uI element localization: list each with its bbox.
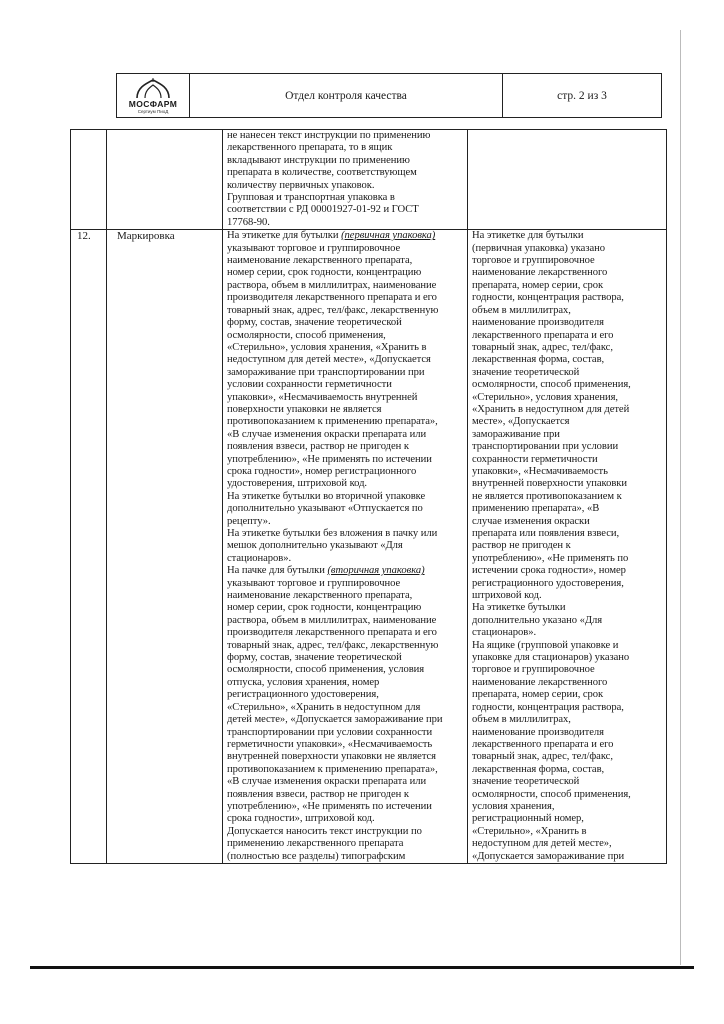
logo-subtitle: Сертиум ПиоД — [137, 108, 169, 114]
req-primary-pack: (первичная упаковка) — [341, 230, 436, 242]
table-row-continuation — [71, 130, 667, 230]
page-header — [116, 73, 662, 118]
req-secondary-pack: (вторичная упаковка) — [327, 565, 425, 577]
cell-requirement-marking — [223, 230, 468, 864]
scan-bottom-bar — [30, 966, 694, 969]
row-name: Маркировка — [117, 230, 175, 243]
requirement-text-marking — [223, 230, 467, 863]
value-text-marking: На этикетке для бутылки (первичная упаковка) указано торговое и группировочное наименование лекарственного препарата, номер серии, срок годности, концентрация раствора, объем в миллилитрах, наименование производителя лекарственного препарата и его товарный знак, адрес, тел/факс, лекарственная форма, состав, значение теоретической осмолярности, способ применения, «Стерильно», условия хранения, «Хранить в недоступном для детей месте», «Допускается замораживание при транспортировании при условии сохранности герметичности упаковки», «Несмачиваемость внутренней поверхности упаковки не является противопоказанием к применению препарата», «В случае изменения окраски препарата или появления взвеси, раствор не пригоден к употреблению», «Не применять по истечении срока годности», номер регистрационного удостоверения, штриховой код. На этикетке бутылки дополнительно указано «Для стационаров». На ящике (групповой упаковке и упаковке для стационаров) указано торговое и группировочное наименование лекарственного препарата, номер серии, срок годности, концентрация раствора, объем в миллилитрах, наименование производителя лекарственного препарата и его товарный знак, адрес, тел/факс, лекарственная форма, состав, значение теоретической осмолярности, способ применения, условия хранения, регистрационный номер, «Стерильно», «Хранить в недоступном для детей месте», «Допускается замораживание при — [472, 230, 631, 862]
specification-table — [70, 129, 667, 864]
req-part-2: указывают торговое и группировочное наименование лекарственного препарата, номер серии, срок годности, концентрацию раствора, объем в миллилитрах, наименование производителя лекарственного препарата и его товарный знак, адрес, тел/факс, лекарственную форму, состав, значение теоретической осмолярности, способ применения, условия отпуска, условия хранения, номер регистрационного удостоверения, «Стерильно», «Хранить в недоступном для детей месте», «Допускается замораживание при транспортировании при условии сохранности герметичности упаковки», «Несмачиваемость внутренней поверхности упаковки не является противопоказанием к применению препарата», «В случае изменения окраски препарата или появления взвеси, раствор не пригоден к употреблению», «Не применять по истечении срока годности», штриховой код. Допускается наносить текст инструкции по применению лекарственного препарата (полностью все разделы) типографским — [227, 577, 443, 862]
req-part-1: указывают торговое и группировочное наименование лекарственного препарата, номер серии, срок годности, концентрацию раствора, объем в миллилитрах, наименование производителя лекарственного препарата и его товарный знак, адрес, тел/факс, лекарственную форму, состав, значение теоретической осмолярности, способ применения, «Стерильно», условия хранения, «Хранить в недоступном для детей месте», «Допускается замораживание при транспортировании при условии сохранности герметичности упаковки», «Несмачиваемость внутренней поверхности упаковки не является противопоказанием к применению препарата», «В случае изменения окраски препарата или появления взвеси, раствор не пригоден к употреблению», «Не применять по истечении срока годности», номер регистрационного удостоверения, штриховой код. На этикетке бутылки во вторичной упаковке дополнительно указывают «Отпускается по рецепту». На этикетке бутылки без вложения в пачку или мешок дополнительно указывают «Для стационаров». На пачке для бутылки — [227, 242, 439, 577]
cell-value-empty — [468, 130, 667, 230]
cell-requirement-continuation — [223, 130, 468, 230]
company-logo — [117, 74, 190, 117]
cell-number-empty — [71, 130, 107, 230]
requirement-text-continuation: не нанесен текст инструкции по применению лекарственного препарата, то в ящик вкладывают инструкции по применению препарата в количестве, соответствующем количеству первичных упаковок. Групповая и транспортная упаковка в соответствии с РД 00001927-01-92 и ГОСТ 17768-90. — [227, 130, 431, 228]
logo-dome-icon — [131, 78, 175, 100]
cell-name-empty — [107, 130, 223, 230]
page-number: стр. 2 из 3 — [557, 89, 607, 102]
row-number: 12. — [77, 230, 91, 243]
cell-row-name — [107, 230, 223, 864]
cell-value-marking — [468, 230, 667, 864]
table-row-12 — [71, 230, 667, 864]
logo-name: МОСФАРМ — [128, 98, 178, 109]
cell-row-number — [71, 230, 107, 864]
department-title: Отдел контроля качества — [190, 74, 503, 117]
req-lead: На этикетке для бутылки — [227, 230, 342, 242]
scan-edge-line — [680, 30, 681, 965]
